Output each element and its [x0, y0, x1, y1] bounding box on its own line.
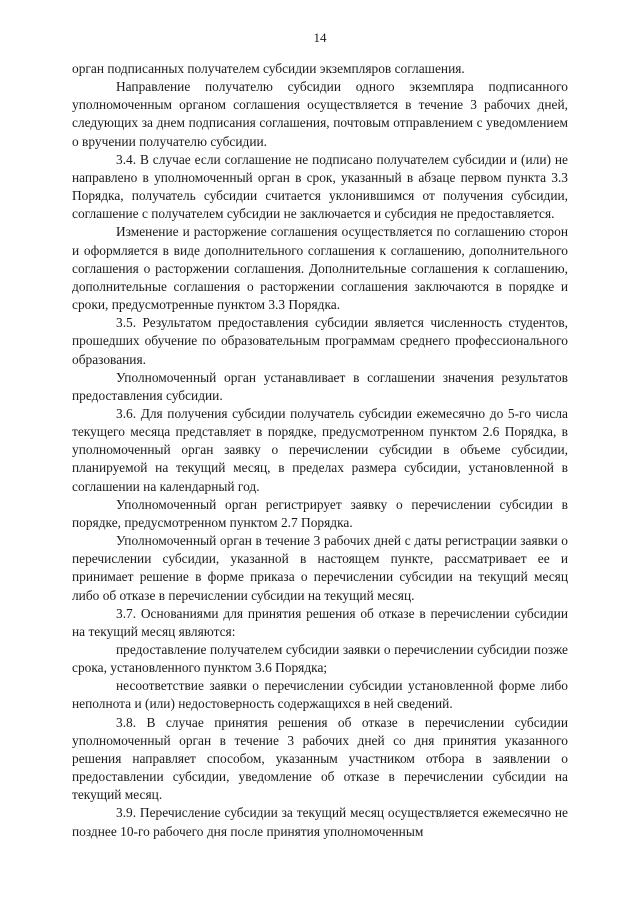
- paragraph-3-7: 3.7. Основаниями для принятия решения об отказе в перечислении субсидии на текущий месяц являются:: [72, 605, 568, 639]
- paragraph: орган подписанных получателем субсидии экземпляров соглашения.: [72, 61, 465, 76]
- paragraph: Направление получателю субсидии одного экземпляра подписанного уполномоченным органом соглашения осуществляется в течение 3 рабочих дней, следующих за днем подписания соглашения, почтовым отправлением с уведомлением о вручении получателю субсидии.: [72, 79, 568, 149]
- paragraph: несоответствие заявки о перечислении субсидии установленной форме либо неполнота и (или) недостоверность содержащихся в ней сведений.: [72, 678, 568, 712]
- paragraph-3-6: 3.6. Для получения субсидии получатель субсидии ежемесячно до 5-го числа текущего месяца представляет в порядке, предусмотренном пунктом 2.6 Порядка, в уполномоченный орган заявку о перечислении субсидии в объеме субсидии, планируемой на текущий месяц, в пределах размера субсидии, установленной в соглашении на календарный год.: [72, 405, 568, 494]
- page-number: 14: [313, 30, 327, 45]
- paragraph: Уполномоченный орган регистрирует заявку о перечислении субсидии в порядке, предусмотренном пунктом 2.7 Порядка.: [72, 496, 568, 530]
- paragraph: Уполномоченный орган в течение 3 рабочих дней с даты регистрации заявки о перечислении субсидии, указанной в настоящем пункте, рассматривает ее и принимает решение в форме приказа о перечислении субсидии на текущий месяц либо об отказе в перечислении субсидии на текущий месяц.: [72, 533, 568, 603]
- paragraph: предоставление получателем субсидии заявки о перечислении субсидии позже срока, установленного пунктом 3.6 Порядка;: [72, 642, 568, 676]
- paragraph-3-8: 3.8. В случае принятия решения об отказе в перечислении субсидии уполномоченный орган в течение 3 рабочих дней со дня принятия указанного решения направляет способом, указанным участником отбора в заявлении о предоставлении субсидии, уведомление об отказе в перечислении субсидии на текущий месяц.: [72, 714, 568, 803]
- paragraph: Уполномоченный орган устанавливает в соглашении значения результатов предоставления субсидии.: [72, 369, 568, 403]
- paragraph-3-9: 3.9. Перечисление субсидии за текущий месяц осуществляется ежемесячно не позднее 10-го рабочего дня после принятия уполномоченным: [72, 805, 568, 839]
- paragraph-3-5: 3.5. Результатом предоставления субсидии является численность студентов, прошедших обучение по образовательным программам среднего профессионального образования.: [72, 315, 568, 367]
- paragraph: Изменение и расторжение соглашения осуществляется по соглашению сторон и оформляется в виде дополнительного соглашения к соглашению, дополнительного соглашения о расторжении соглашения. Дополнительные соглашения к соглашению, дополнительные соглашения о расторжении соглашения заключаются в порядке и сроки, предусмотренные пунктом 3.3 Порядка.: [72, 224, 568, 313]
- paragraph-3-4: 3.4. В случае если соглашение не подписано получателем субсидии и (или) не направлено в уполномоченный орган в срок, указанный в абзаце первом пункта 3.3 Порядка, получатель субсидии считается уклонившимся от получения субсидии, соглашение с получателем субсидии не заключается и субсидия не предоставляется.: [72, 151, 568, 222]
- document-body: [72, 60, 568, 841]
